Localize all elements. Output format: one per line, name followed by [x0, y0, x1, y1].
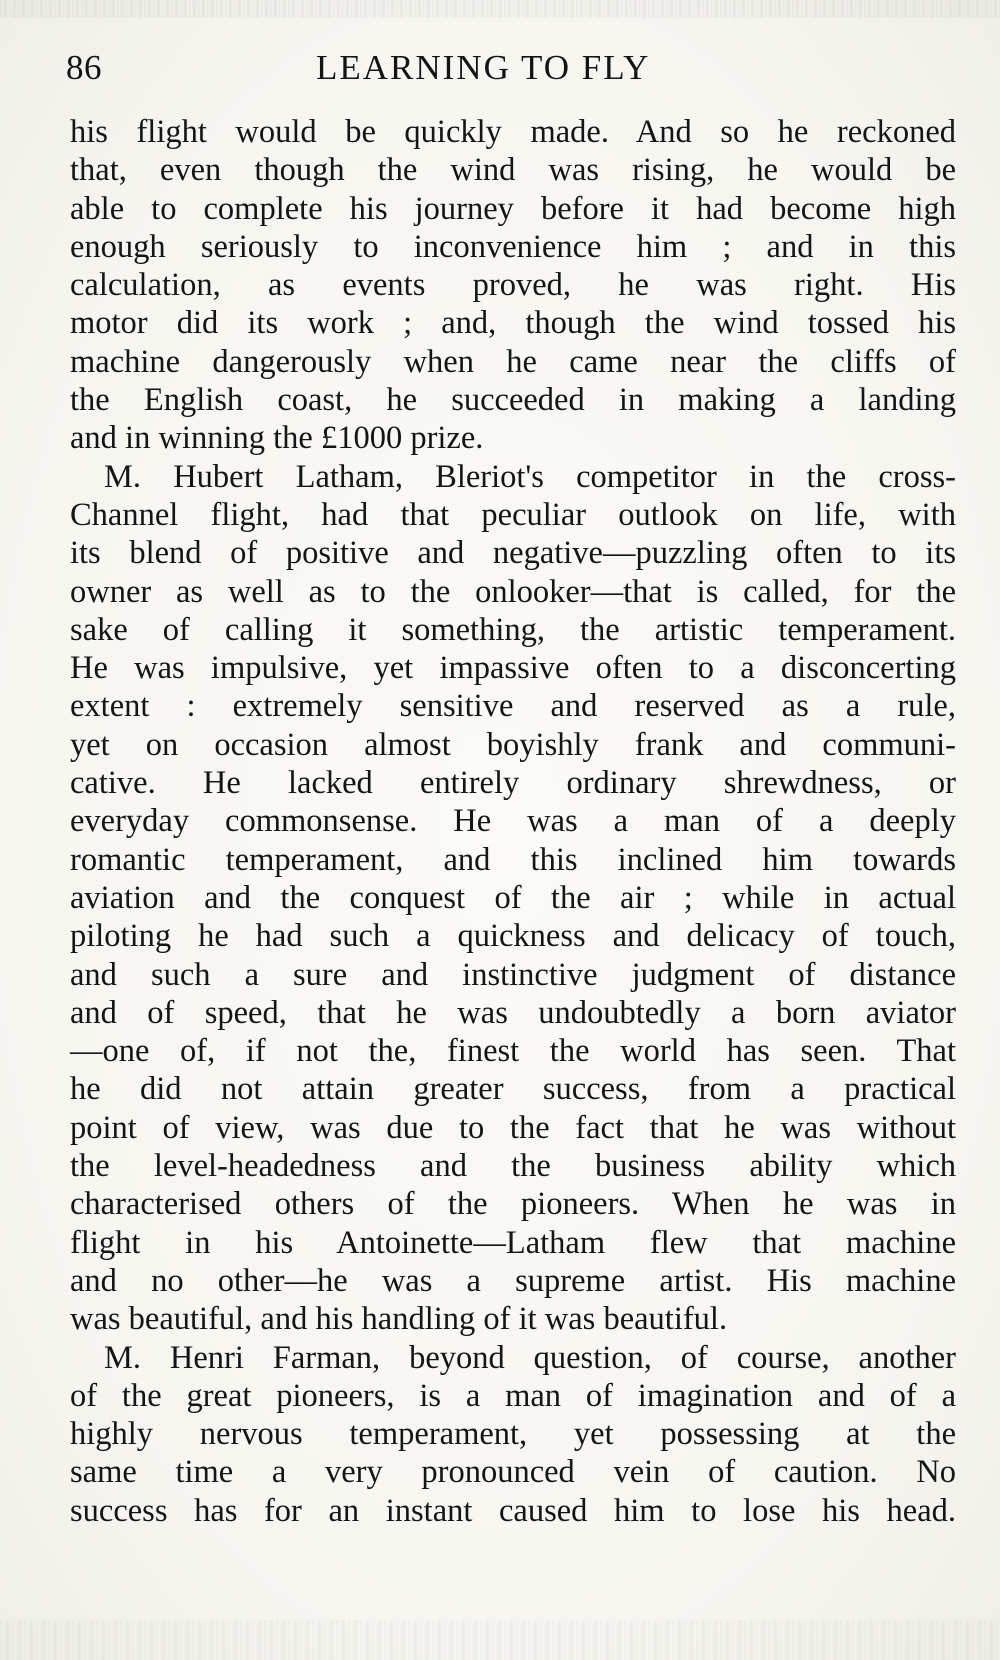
running-head: LEARNING TO FLY: [316, 48, 651, 87]
text-line: M. Hubert Latham, Bleriot's competitor in the cross-: [104, 458, 956, 495]
text-line: and no other—he was a supreme artist. His machine: [70, 1262, 956, 1299]
text-line: same time a very pronounced vein of caution. No: [70, 1454, 956, 1491]
body-text: [70, 113, 956, 1530]
text-line: motor did its work ; and, though the wind tossed his: [70, 305, 956, 342]
text-line: success has for an instant caused him to lose his head.: [70, 1492, 956, 1529]
text-line: enough seriously to inconvenience him ; and in this: [70, 228, 956, 265]
text-line: —one of, if not the, finest the world has seen. That: [70, 1033, 956, 1070]
text-line: aviation and the conquest of the air ; while in actual: [70, 879, 956, 916]
text-line: his flight would be quickly made. And so he reckoned: [70, 114, 956, 150]
text-line: calculation, as events proved, he was right. His: [70, 267, 956, 304]
text-line: romantic temperament, and this inclined him towards: [70, 841, 956, 878]
text-line: its blend of positive and negative—puzzling often to its: [70, 535, 956, 572]
text-line: cative. He lacked entirely ordinary shrewdness, or: [70, 765, 956, 802]
text-line: highly nervous temperament, yet possessing at the: [70, 1416, 956, 1453]
text-line: was beautiful, and his handling of it was beautiful.: [70, 1301, 728, 1338]
text-line: He was impulsive, yet impassive often to a disconcerting: [70, 650, 956, 687]
text-line: extent : extremely sensitive and reserved as a rule,: [70, 688, 956, 725]
page-number: 86: [66, 48, 102, 87]
text-line: flight in his Antoinette—Latham flew that machine: [70, 1224, 956, 1261]
text-line: yet on occasion almost boyishly frank and communi-: [70, 726, 956, 763]
text-line: and in winning the £1000 prize.: [70, 420, 484, 457]
text-line: of the great pioneers, is a man of imagination and of a: [70, 1377, 956, 1414]
text-line: sake of calling it something, the artistic temperament.: [70, 611, 956, 648]
page-edge-top: [0, 0, 1000, 18]
text-line: everyday commonsense. He was a man of a deeply: [70, 803, 956, 840]
text-line: Channel flight, had that peculiar outlook on life, with: [70, 496, 956, 533]
text-line: M. Henri Farman, beyond question, of course, another: [104, 1339, 956, 1376]
text-line: that, even though the wind was rising, he would be: [70, 152, 956, 189]
text-line: able to complete his journey before it had become high: [70, 190, 956, 227]
page-header: [66, 42, 916, 94]
text-line: and of speed, that he was undoubtedly a born aviator: [70, 994, 956, 1031]
text-line: and such a sure and instinctive judgment of distance: [70, 956, 956, 993]
text-line: point of view, was due to the fact that he was without: [70, 1109, 956, 1146]
page-edge-bottom: [0, 1620, 1000, 1660]
text-line: characterised others of the pioneers. When he was in: [70, 1186, 956, 1223]
text-line: the English coast, he succeeded in making a landing: [70, 382, 956, 419]
text-line: he did not attain greater success, from a practical: [70, 1071, 956, 1108]
text-line: machine dangerously when he came near the cliffs of: [70, 343, 956, 380]
text-line: the level-headedness and the business ability which: [70, 1148, 956, 1185]
text-line: owner as well as to the onlooker—that is called, for the: [70, 573, 956, 610]
text-line: piloting he had such a quickness and delicacy of touch,: [70, 918, 956, 955]
